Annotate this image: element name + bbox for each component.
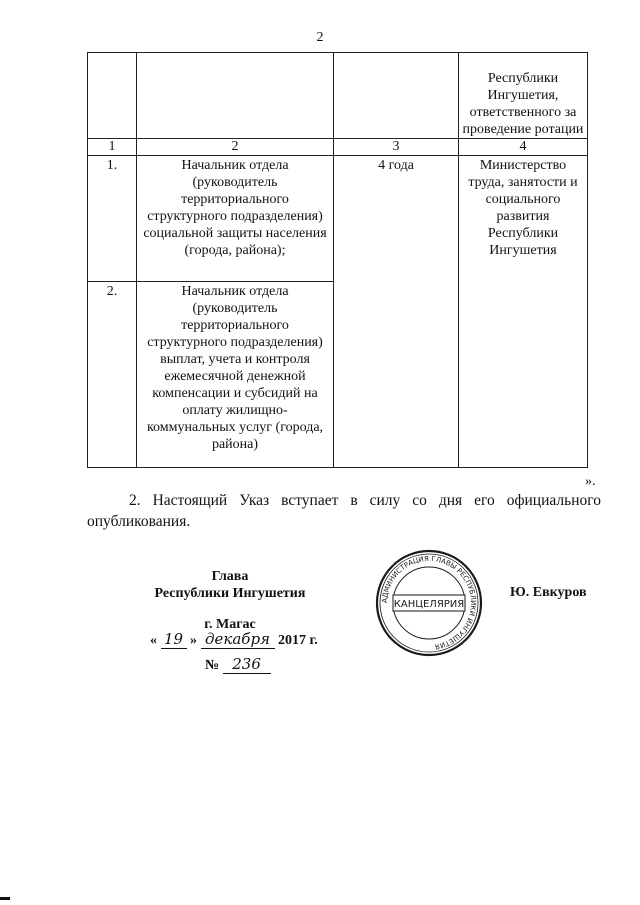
decree-date	[150, 630, 318, 649]
position-cell: Начальник отдела (руководитель территориального структурного подразделения) социальной защиты населения (города, района);	[137, 156, 334, 282]
position-cell: Начальник отдела (руководитель территориального структурного подразделения) выплат, учета и контроля ежемесячной денежной компенсации и субсидий на оплату жилищно-коммунальных услуг (города, района)	[137, 282, 334, 468]
seal-ring-text: АДМИНИСТРАЦИЯ ГЛАВЫ РЕСПУБЛИКИ ИНГУШЕТИЯ	[380, 554, 478, 651]
row-number: 1.	[88, 156, 137, 282]
term-cell: 4 года	[334, 156, 459, 468]
header-cell-3	[334, 53, 459, 139]
column-number-row	[88, 139, 588, 156]
date-year: 2017 г.	[278, 633, 318, 648]
city: г. Магас	[204, 617, 256, 632]
paragraph-text: 2. Настоящий Указ вступает в силу со дня его официального опубликования.	[87, 492, 601, 530]
rotation-table	[87, 52, 588, 468]
table-row	[88, 156, 588, 282]
ministry-cell: Министерство труда, занятости и социального развития Республики Ингушетия	[459, 156, 588, 468]
column-number: 3	[334, 139, 459, 156]
page-number: 2	[316, 30, 324, 45]
effective-date-paragraph	[87, 490, 601, 532]
column-number: 2	[137, 139, 334, 156]
header-cell-responsible-body: Республики Ингушетия, ответственного за проведение ротации	[459, 53, 588, 139]
number-label: №	[205, 658, 220, 673]
closing-quote: ».	[585, 474, 596, 489]
signer-title-line2: Республики Ингушетия	[154, 586, 306, 601]
decree-number	[205, 655, 271, 674]
signer-name: Ю. Евкуров	[510, 585, 587, 600]
row-number: 2.	[88, 282, 137, 468]
signer-title	[130, 568, 330, 602]
seal-inner-text: КАНЦЕЛЯРИЯ	[393, 599, 465, 610]
scan-edge-mark	[0, 897, 10, 900]
number-handwritten: 236	[223, 655, 271, 674]
date-day-handwritten: 19	[161, 630, 187, 649]
column-number: 4	[459, 139, 588, 156]
header-cell-2	[137, 53, 334, 139]
office-seal	[374, 548, 484, 658]
column-number: 1	[88, 139, 137, 156]
table-header-row	[88, 53, 588, 139]
date-close-quote: »	[190, 633, 197, 648]
signer-title-line1: Глава	[211, 569, 249, 584]
header-cell-1	[88, 53, 137, 139]
date-open-quote: «	[150, 633, 157, 648]
date-month-handwritten: декабря	[201, 630, 275, 649]
